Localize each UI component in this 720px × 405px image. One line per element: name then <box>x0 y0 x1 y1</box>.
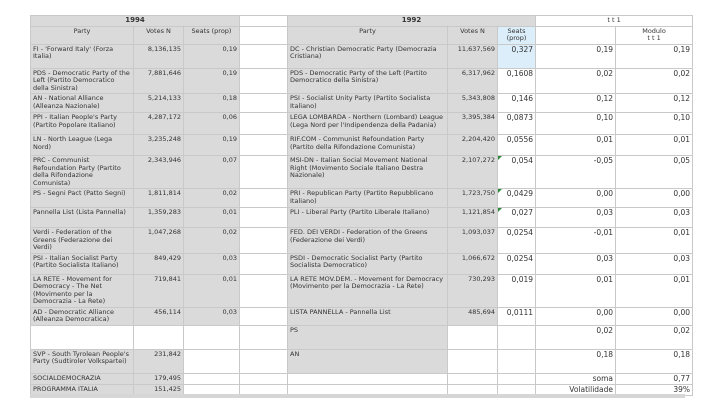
spacer <box>240 325 288 349</box>
table-row <box>31 228 693 254</box>
party-1994-cell[interactable]: SOCIALDEMOCRAZIA <box>31 373 134 384</box>
table-row <box>31 94 693 113</box>
spacer <box>240 113 288 135</box>
votes-1992-cell[interactable] <box>448 349 498 373</box>
spacer <box>536 26 616 44</box>
spacer <box>240 94 288 113</box>
seats-1994-cell[interactable]: 0,19 <box>184 68 240 94</box>
difference-cell[interactable]: 0,02 <box>536 68 616 94</box>
party-1992-cell[interactable]: FED. DEI VERDI - Federation of the Greens (Federazione dei Verdi) <box>288 228 448 254</box>
votes-1992-cell[interactable]: 2,107,272 <box>448 156 498 189</box>
modulo-cell[interactable]: 0,19 <box>616 44 693 68</box>
party-1992-cell[interactable]: RIF.COM - Communist Refoundation Party (Partito della Rifondazione Comunista) <box>288 135 448 156</box>
horizontal-scrollbar[interactable] <box>30 394 685 398</box>
seats-1992-cell[interactable]: 0,019 <box>498 274 536 307</box>
header-1992: 1992 <box>288 16 536 27</box>
seats-1992-cell[interactable]: 0,327 <box>498 44 536 68</box>
modulo-cell[interactable]: 0,77 <box>616 373 693 384</box>
party-1992-cell[interactable]: LISTA PANNELLA - Pannella List <box>288 307 448 325</box>
party-1994-cell[interactable]: Verdi - Federation of the Greens (Federazione dei Verdi) <box>31 228 134 254</box>
col-seats-1992: Seats (prop) <box>498 26 536 44</box>
party-1994-cell[interactable]: Pannella List (Lista Pannella) <box>31 208 134 228</box>
col-votes-1992: Votes N <box>448 26 498 44</box>
spacer <box>240 373 288 384</box>
votes-1994-cell[interactable] <box>134 325 184 349</box>
votes-1992-cell[interactable]: 11,637,569 <box>448 44 498 68</box>
seats-1992-cell[interactable]: 0,0873 <box>498 113 536 135</box>
votes-1994-cell[interactable]: 849,429 <box>134 253 184 274</box>
spacer <box>240 349 288 373</box>
party-1994-cell[interactable]: PDS - Democratic Party of the Left (Partito Democratico della Sinistra) <box>31 68 134 94</box>
modulo-cell[interactable]: 0,03 <box>616 208 693 228</box>
seats-1994-cell[interactable] <box>184 373 240 384</box>
votes-1992-cell[interactable] <box>448 373 498 384</box>
modulo-cell[interactable]: 0,01 <box>616 274 693 307</box>
seats-1992-cell[interactable]: 0,0254 <box>498 228 536 254</box>
table-row <box>31 349 693 373</box>
party-1994-cell[interactable] <box>31 325 134 349</box>
table-row <box>31 253 693 274</box>
party-1992-cell[interactable]: DC - Christian Democratic Party (Democrazia Cristiana) <box>288 44 448 68</box>
party-1994-cell[interactable]: FI - 'Forward Italy' (Forza Italia) <box>31 44 134 68</box>
table-row <box>31 325 693 349</box>
spacer <box>240 26 288 44</box>
seats-1992-cell[interactable]: 0,0254 <box>498 253 536 274</box>
party-1994-cell[interactable]: LN - North League (Lega Nord) <box>31 135 134 156</box>
table-row <box>31 156 693 189</box>
votes-1994-cell[interactable]: 5,214,133 <box>134 94 184 113</box>
table-row <box>31 208 693 228</box>
difference-cell[interactable]: -0,05 <box>536 156 616 189</box>
modulo-cell[interactable]: 0,01 <box>616 228 693 254</box>
table-row <box>31 44 693 68</box>
table-row <box>31 373 693 384</box>
spacer <box>240 274 288 307</box>
votes-1994-cell[interactable]: 151,425 <box>134 384 184 395</box>
party-1994-cell[interactable]: AN - National Alliance (Alleanza Nazionale) <box>31 94 134 113</box>
party-1994-cell[interactable]: AD - Democratic Alliance (Alleanza Democratica) <box>31 307 134 325</box>
col-party-1994: Party <box>31 26 134 44</box>
votes-1992-cell[interactable]: 2,204,420 <box>448 135 498 156</box>
seats-1992-cell[interactable]: 0,0429 <box>498 189 536 208</box>
party-1992-cell[interactable]: PS <box>288 325 448 349</box>
seats-1994-cell[interactable]: 0,03 <box>184 307 240 325</box>
difference-cell[interactable]: 0,10 <box>536 113 616 135</box>
votes-1992-cell[interactable]: 6,317,962 <box>448 68 498 94</box>
votes-1994-cell[interactable]: 4,287,172 <box>134 113 184 135</box>
votes-1994-cell[interactable]: 231,842 <box>134 349 184 373</box>
difference-cell[interactable]: 0,01 <box>536 274 616 307</box>
difference-cell[interactable]: soma <box>536 373 616 384</box>
spacer <box>240 307 288 325</box>
col-votes-1994: Votes N <box>134 26 184 44</box>
modulo-cell[interactable]: 0,12 <box>616 94 693 113</box>
party-1994-cell[interactable]: PROGRAMMA ITALIA <box>31 384 134 395</box>
party-1994-cell[interactable]: PRC - Communist Refoundation Party (Partito della Rifondazione Comunista) <box>31 156 134 189</box>
seats-1994-cell[interactable]: 0,19 <box>184 44 240 68</box>
difference-cell[interactable]: 0,03 <box>536 208 616 228</box>
modulo-cell[interactable]: 0,00 <box>616 189 693 208</box>
party-1992-cell[interactable]: AN <box>288 349 448 373</box>
seats-1994-cell[interactable]: 0,02 <box>184 228 240 254</box>
spacer <box>240 135 288 156</box>
party-1992-cell[interactable]: PSDI - Democratic Socialist Party (Partito Socialista Democratico) <box>288 253 448 274</box>
party-1994-cell[interactable]: LA RETE - Movement for Democracy - The Net (Movimento per la Democrazia - La Rete) <box>31 274 134 307</box>
party-1992-cell[interactable]: PLI - Liberal Party (Partito Liberale Italiano) <box>288 208 448 228</box>
col-seats-1994: Seats (prop) <box>184 26 240 44</box>
difference-cell[interactable]: 0,03 <box>536 253 616 274</box>
difference-cell[interactable]: Volatilidade <box>536 384 616 395</box>
modulo-cell[interactable]: 0,05 <box>616 156 693 189</box>
party-1992-cell[interactable]: LEGA LOMBARDA - Northern (Lombard) League (Lega Nord per l'Indipendenza della Padania) <box>288 113 448 135</box>
votes-1992-cell[interactable]: 1,723,750 <box>448 189 498 208</box>
header-tt1: t t 1 <box>536 16 693 27</box>
modulo-cell[interactable]: 0,03 <box>616 253 693 274</box>
spacer <box>240 228 288 254</box>
spacer <box>240 68 288 94</box>
party-1992-cell[interactable]: LA RETE MOV.DEM. - Movement for Democracy (Movimento per la Democrazia - La Rete) <box>288 274 448 307</box>
seats-1994-cell[interactable]: 0,07 <box>184 156 240 189</box>
modulo-cell[interactable]: 39% <box>616 384 693 395</box>
party-1992-cell[interactable]: PRI - Republican Party (Partito Repubblicano Italiano) <box>288 189 448 208</box>
votes-1994-cell[interactable]: 1,811,814 <box>134 189 184 208</box>
table-row <box>31 113 693 135</box>
party-1994-cell[interactable]: PSI - Italian Socialist Party (Partito Socialista Italiano) <box>31 253 134 274</box>
difference-cell[interactable]: 0,12 <box>536 94 616 113</box>
modulo-cell[interactable]: 0,00 <box>616 307 693 325</box>
table-row <box>31 274 693 307</box>
modulo-cell[interactable]: 0,02 <box>616 68 693 94</box>
seats-1992-cell[interactable]: 0,027 <box>498 208 536 228</box>
votes-1992-cell[interactable]: 3,395,384 <box>448 113 498 135</box>
votes-1994-cell[interactable]: 3,235,248 <box>134 135 184 156</box>
spacer <box>240 16 288 27</box>
spacer <box>240 156 288 189</box>
votes-1994-cell[interactable]: 1,359,283 <box>134 208 184 228</box>
votes-1994-cell[interactable]: 1,047,268 <box>134 228 184 254</box>
seats-1994-cell[interactable]: 0,03 <box>184 253 240 274</box>
votes-1992-cell[interactable]: 5,343,808 <box>448 94 498 113</box>
difference-cell[interactable]: 0,18 <box>536 349 616 373</box>
difference-cell[interactable]: 0,02 <box>536 325 616 349</box>
votes-1994-cell[interactable]: 7,881,646 <box>134 68 184 94</box>
table-row <box>31 68 693 94</box>
seats-1992-cell[interactable]: 0,146 <box>498 94 536 113</box>
modulo-cell[interactable]: 0,01 <box>616 135 693 156</box>
votes-1992-cell[interactable]: 485,694 <box>448 307 498 325</box>
votes-1992-cell[interactable]: 1,121,854 <box>448 208 498 228</box>
spacer <box>240 208 288 228</box>
modulo-sublabel: t t 1 <box>647 34 661 42</box>
votes-1992-cell[interactable]: 1,093,037 <box>448 228 498 254</box>
col-modulo <box>616 26 693 44</box>
seats-1992-cell[interactable]: 0,0556 <box>498 135 536 156</box>
header-1994: 1994 <box>31 16 240 27</box>
party-1994-cell[interactable]: SVP - South Tyrolean People's Party (Sudtiroler Volkspartei) <box>31 349 134 373</box>
modulo-cell[interactable]: 0,18 <box>616 349 693 373</box>
votes-1994-cell[interactable]: 2,343,946 <box>134 156 184 189</box>
votes-1992-cell[interactable] <box>448 325 498 349</box>
votes-1994-cell[interactable]: 456,114 <box>134 307 184 325</box>
seats-1992-cell[interactable]: 0,1608 <box>498 68 536 94</box>
seats-1992-cell[interactable]: 0,0111 <box>498 307 536 325</box>
seats-1994-cell[interactable]: 0,02 <box>184 189 240 208</box>
spacer <box>240 44 288 68</box>
table-row <box>31 189 693 208</box>
votes-1992-cell[interactable]: 730,293 <box>448 274 498 307</box>
seats-1994-cell[interactable]: 0,18 <box>184 94 240 113</box>
col-party-1992: Party <box>288 26 448 44</box>
modulo-cell[interactable]: 0,02 <box>616 325 693 349</box>
party-1992-cell[interactable]: MSI-DN - Italian Social Movement National Right (Movimento Sociale Italiano Destra Nazionale) <box>288 156 448 189</box>
party-1992-cell[interactable] <box>288 373 448 384</box>
table-row <box>31 135 693 156</box>
difference-cell[interactable]: 0,01 <box>536 135 616 156</box>
party-1994-cell[interactable]: PS - Segni Pact (Patto Segni) <box>31 189 134 208</box>
votes-1994-cell[interactable]: 179,495 <box>134 373 184 384</box>
difference-cell[interactable]: 0,00 <box>536 189 616 208</box>
party-1992-cell[interactable]: PSI - Socialist Unity Party (Partito Socialista Italiano) <box>288 94 448 113</box>
seats-1994-cell[interactable] <box>184 349 240 373</box>
modulo-label: Modulo <box>642 26 666 35</box>
seats-1992-cell[interactable] <box>498 349 536 373</box>
spacer <box>240 253 288 274</box>
seats-1992-cell[interactable]: 0,054 <box>498 156 536 189</box>
volatility-table <box>30 15 693 396</box>
modulo-cell[interactable]: 0,10 <box>616 113 693 135</box>
seats-1994-cell[interactable]: 0,19 <box>184 135 240 156</box>
votes-1994-cell[interactable]: 719,841 <box>134 274 184 307</box>
table-row <box>31 307 693 325</box>
party-1992-cell[interactable]: PDS - Democratic Party of the Left (Partito Democratico della Sinistra) <box>288 68 448 94</box>
seats-1994-cell[interactable] <box>184 325 240 349</box>
votes-1992-cell[interactable]: 1,066,672 <box>448 253 498 274</box>
spreadsheet <box>30 15 692 394</box>
seats-1992-cell[interactable] <box>498 373 536 384</box>
votes-1994-cell[interactable]: 8,136,135 <box>134 44 184 68</box>
seats-1994-cell[interactable]: 0,06 <box>184 113 240 135</box>
difference-cell[interactable]: -0,01 <box>536 228 616 254</box>
seats-1994-cell[interactable]: 0,01 <box>184 274 240 307</box>
difference-cell[interactable]: 0,00 <box>536 307 616 325</box>
spacer <box>240 189 288 208</box>
difference-cell[interactable]: 0,19 <box>536 44 616 68</box>
seats-1992-cell[interactable] <box>498 325 536 349</box>
seats-1994-cell[interactable]: 0,01 <box>184 208 240 228</box>
party-1994-cell[interactable]: PPI - Italian People's Party (Partito Popolare Italiano) <box>31 113 134 135</box>
